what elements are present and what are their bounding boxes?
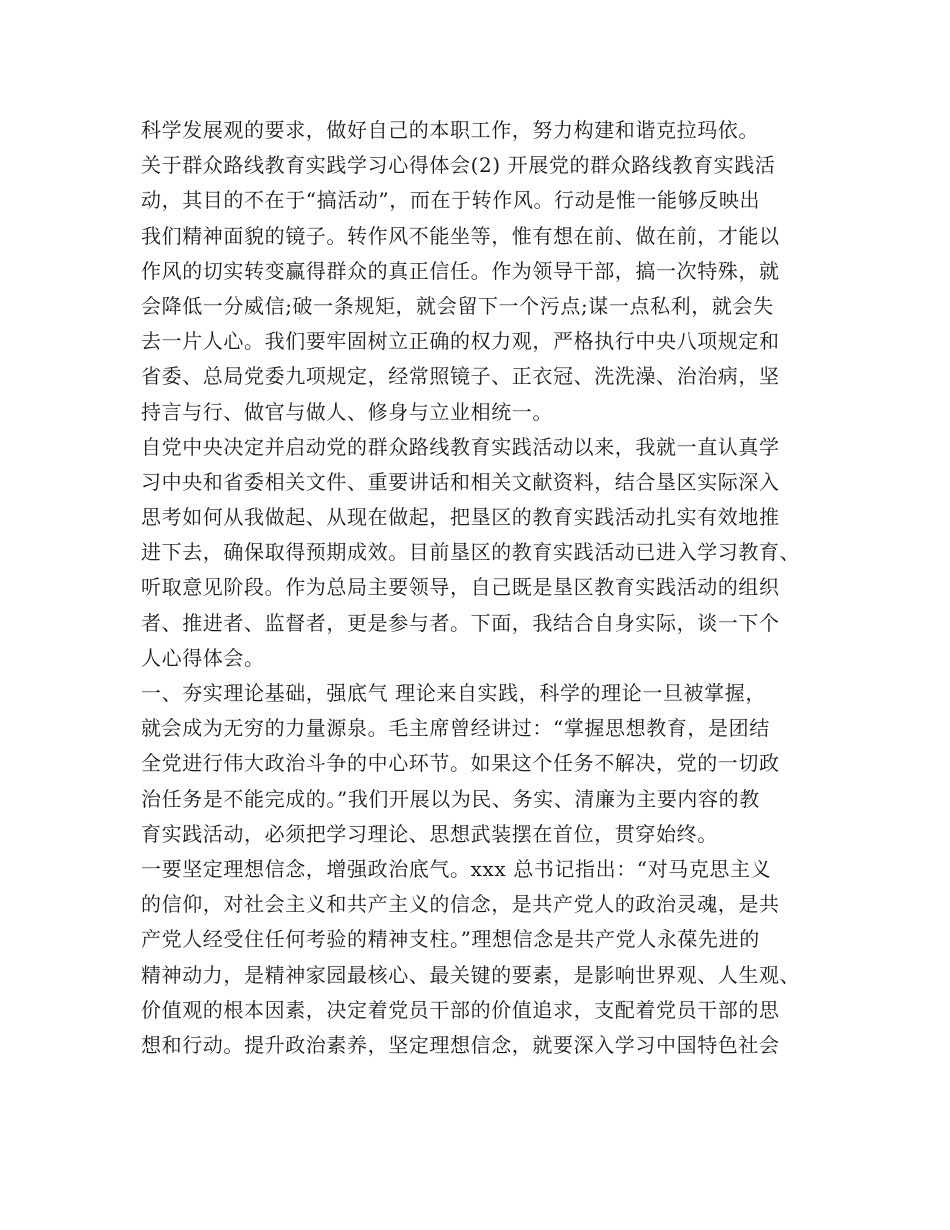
text-line: 价值观的根本因素，决定着党员干部的价值追求，支配着党员干部的思 <box>141 997 780 1022</box>
text-line: 的信仰，对社会主义和共产主义的信念，是共产党人的政治灵魂，是共 <box>141 892 780 917</box>
text-line: 育实践活动，必须把学习理论、思想武装摆在首位，贯穿始终。 <box>141 821 718 846</box>
text-line: 我们精神面貌的镜子。转作风不能坐等，惟有想在前、做在前，才能以 <box>141 223 780 248</box>
text-line: 思考如何从我做起、从现在做起，把垦区的教育实践活动扎实有效地推 <box>141 505 780 530</box>
text-line: 作风的切实转变赢得群众的真正信任。作为领导干部，搞一次特殊，就 <box>141 258 780 283</box>
text-line: 一、夯实理论基础，强底气 理论来自实践，科学的理论一旦被掌握， <box>141 681 766 705</box>
text-line: 产党人经受住任何考验的精神支柱。”理想信念是共产党人永葆先进的 <box>141 927 760 952</box>
text-line: 者、推进者、监督者，更是参与者。下面，我结合自身实际，谈一下个 <box>141 610 780 635</box>
text-line: 自党中央决定并启动党的群众路线教育实践活动以来，我就一直认真学 <box>141 434 780 459</box>
text-line: 人心得体会。 <box>141 645 265 670</box>
text-line: 科学发展观的要求，做好自己的本职工作，努力构建和谐克拉玛依。 <box>141 118 759 142</box>
text-line: 去一片人心。我们要牢固树立正确的权力观，严格执行中央八项规定和 <box>141 329 780 354</box>
text-line: 治任务是不能完成的。”我们开展以为民、务实、清廉为主要内容的教 <box>141 786 760 811</box>
text-line: 就会成为无穷的力量源泉。毛主席曾经讲过：“掌握思想教育，是团结 <box>141 716 770 741</box>
text-line: 动，其目的不在于“搞活动”，而在于转作风。行动是惟一能够反映出 <box>141 188 761 213</box>
document-body <box>141 113 831 1063</box>
text-line: 省委、总局党委九项规定，经常照镜子、正衣冠、洗洗澡、治治病，坚 <box>141 364 780 389</box>
text-line: 持言与行、做官与做人、修身与立业相统一。 <box>141 399 553 424</box>
text-line: 全党进行伟大政治斗争的中心环节。如果这个任务不解决，党的一切政 <box>141 751 780 776</box>
text-line: 进下去，确保取得预期成效。目前垦区的教育实践活动已进入学习教育、 <box>141 540 801 565</box>
text-line: 关于群众路线教育实践学习心得体会(2) 开展党的群众路线教育实践活 <box>141 153 776 178</box>
text-line: 习中央和省委相关文件、重要讲话和相关文献资料，结合垦区实际深入 <box>141 469 780 494</box>
text-line: 听取意见阶段。作为总局主要领导，自己既是垦区教育实践活动的组织 <box>141 575 780 600</box>
text-line: 一要坚定理想信念，增强政治底气。xxx 总书记指出：“对马克思主义 <box>141 856 772 881</box>
text-line: 想和行动。提升政治素养，坚定理想信念，就要深入学习中国特色社会 <box>141 1032 780 1057</box>
text-line: 精神动力，是精神家园最核心、最关键的要素，是影响世界观、人生观、 <box>141 962 801 987</box>
text-line: 会降低一分威信;破一条规矩，就会留下一个污点;谋一点私利，就会失 <box>141 293 774 318</box>
